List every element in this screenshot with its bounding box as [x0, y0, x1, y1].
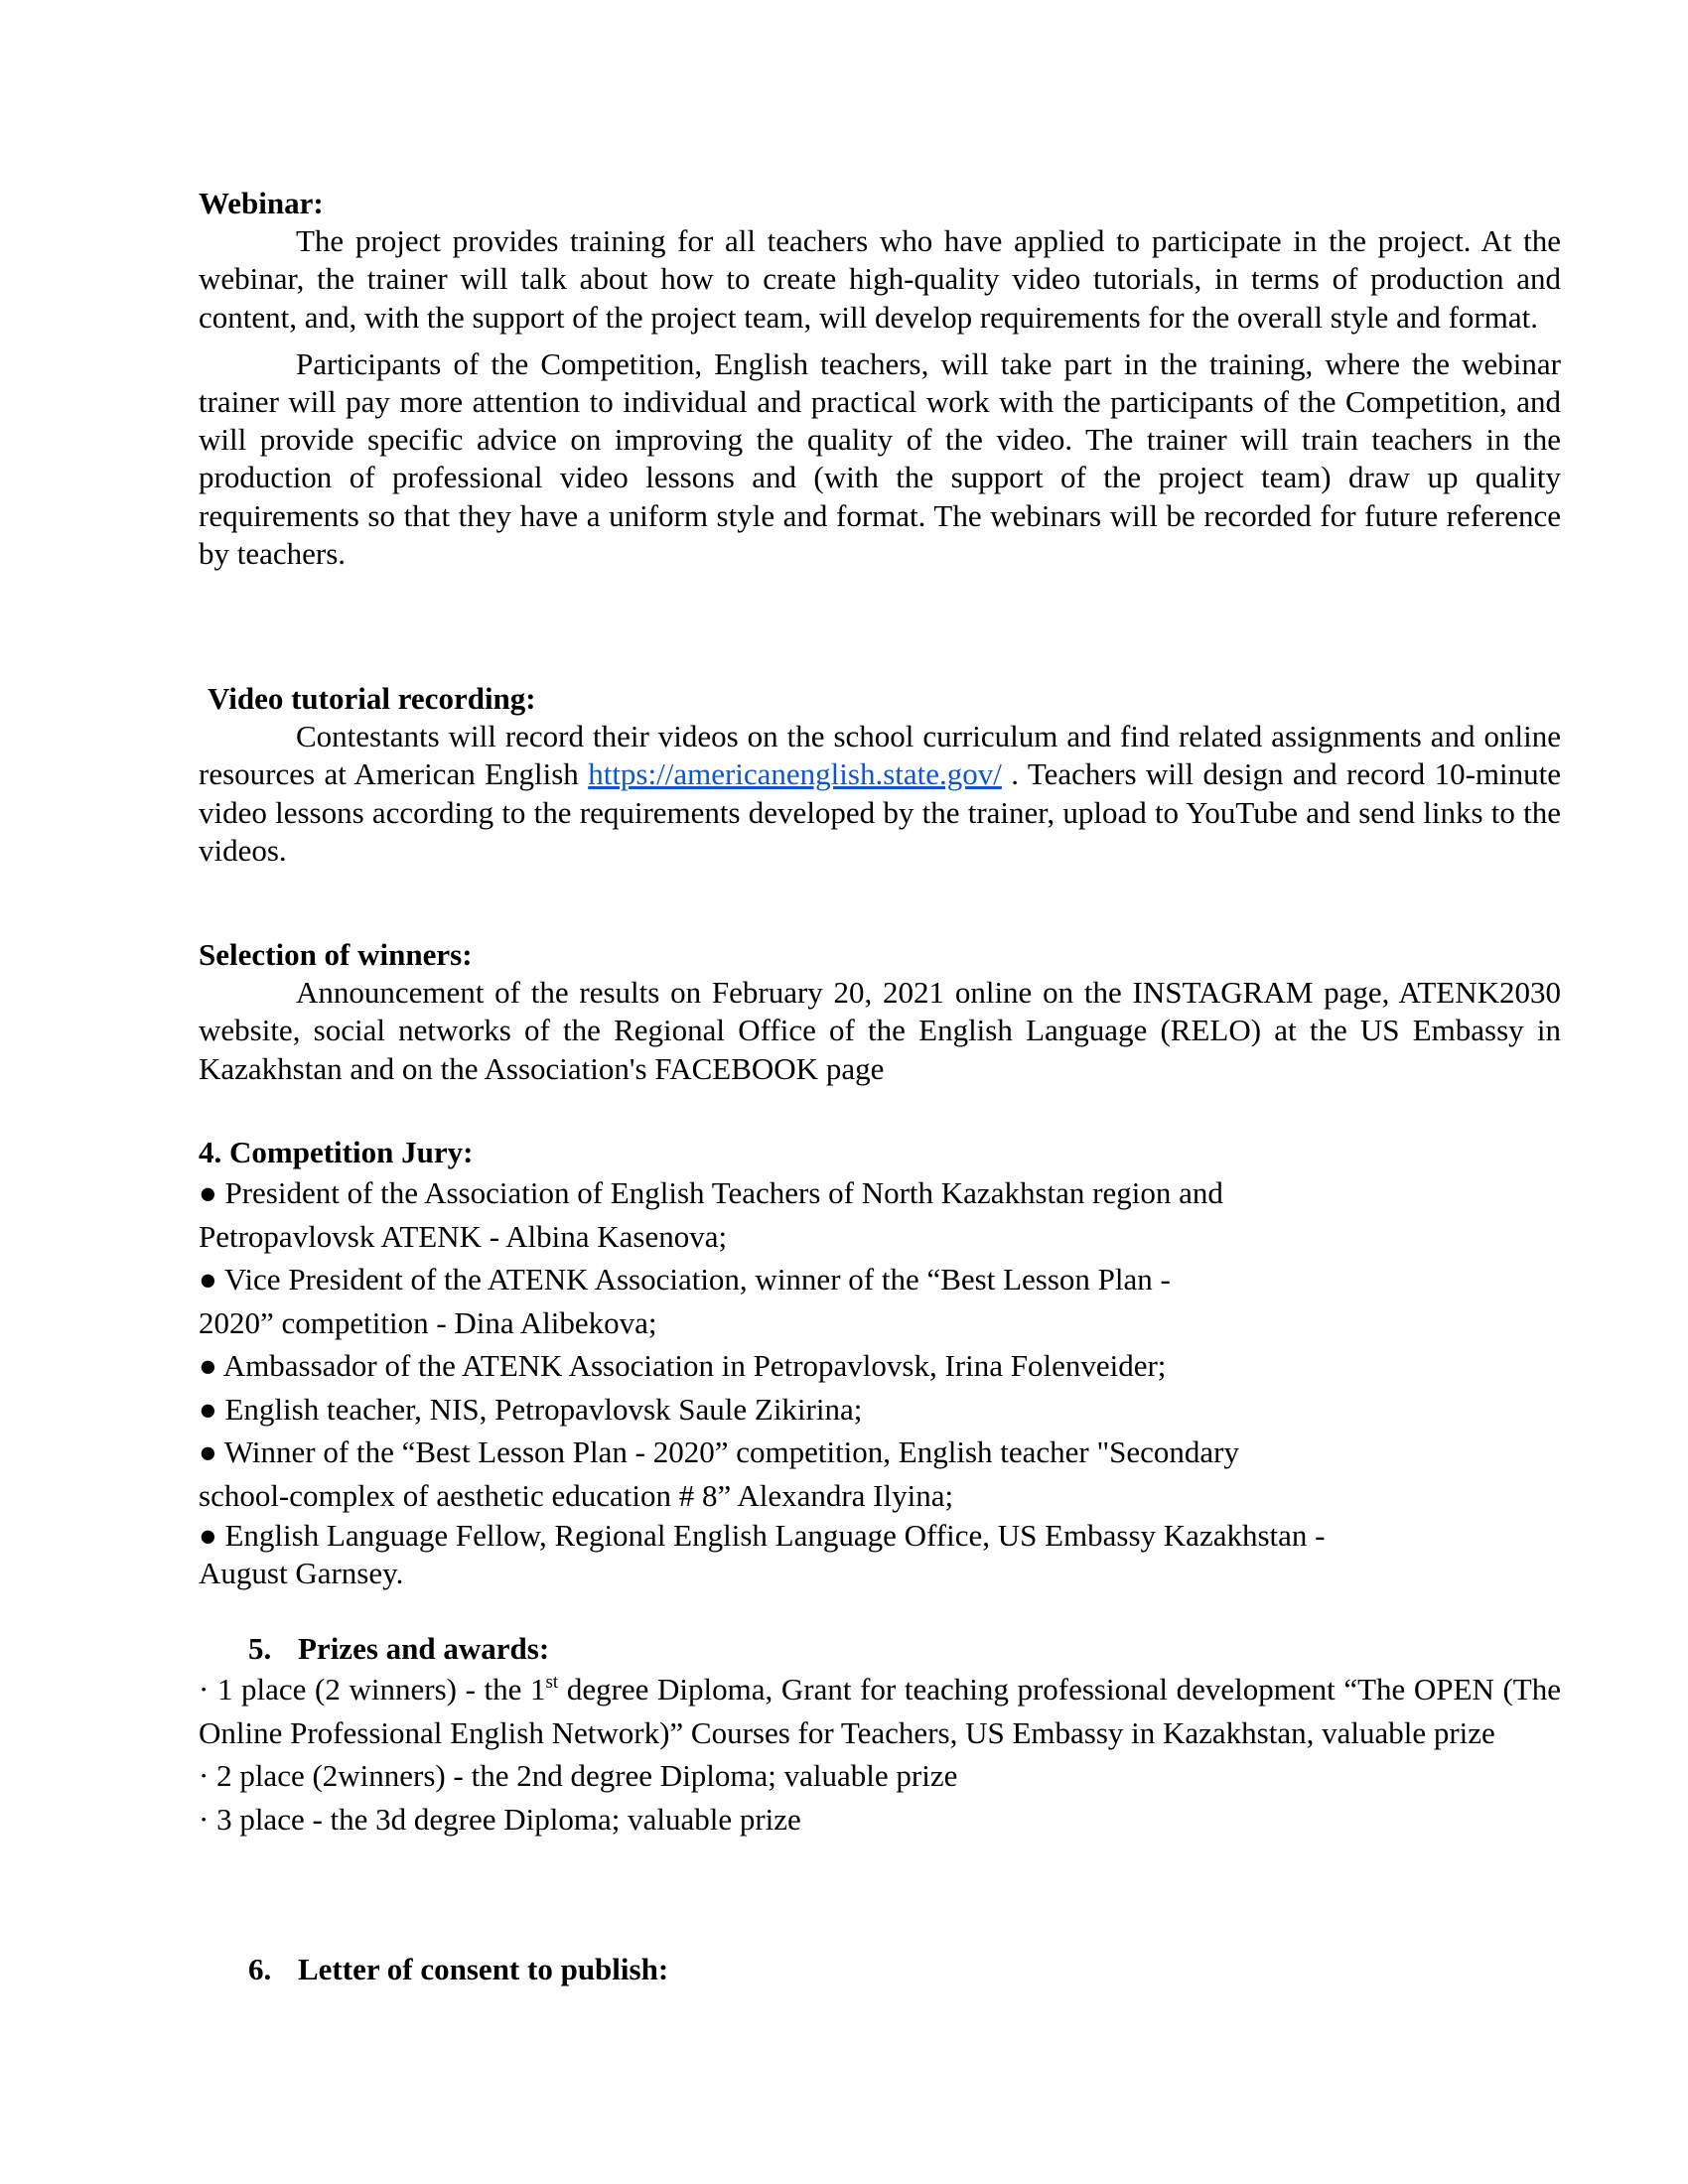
video-section — [199, 680, 1561, 870]
jury-section — [199, 1134, 1561, 1592]
selection-section — [199, 936, 1561, 1088]
prize-second-place: · 2 place (2winners) - the 2nd degree Diploma; valuable prize — [199, 1758, 958, 1794]
jury-item — [199, 1344, 1561, 1388]
jury-item-line: ● Vice President of the ATENK Association, winner of the “Best Lesson Plan - — [199, 1262, 1171, 1297]
consent-section — [199, 1951, 1561, 1988]
jury-item-line: ● President of the Association of English Teachers of North Kazakhstan region and — [199, 1175, 1223, 1211]
selection-paragraph: Announcement of the results on February 20, 2021 online on the INSTAGRAM page, ATENK2030 website, social networks of the Regional Office of the English Language (RELO) at the US Embassy in Kazakhstan and on the Association's FACEBOOK page — [199, 975, 1561, 1086]
webinar-paragraph-1: The project provides training for all teachers who have applied to participate in the project. At the webinar, the trainer will talk about how to create high-quality video tutorials, in terms of production and content, and, with the support of the project team, will develop requirements for the overall style and format. — [199, 223, 1561, 335]
jury-item-line: ● Ambassador of the ATENK Association in Petropavlovsk, Irina Folenveider; — [199, 1348, 1167, 1384]
jury-item-line: ● English Language Fellow, Regional English Language Office, US Embassy Kazakhstan - — [199, 1518, 1326, 1554]
prize-first-text-cont: degree Diploma, Grant for teaching professional development “The OPEN (The Online Professional English Network)” Courses for Teachers, US Embassy in Kazakhstan, valuable prize — [199, 1672, 1561, 1750]
selection-heading: Selection of winners: — [199, 937, 473, 972]
jury-item-line: August Garnsey. — [199, 1556, 404, 1591]
americanenglish-link[interactable]: https://americanenglish.state.gov/ — [588, 756, 1002, 792]
prizes-heading — [199, 1630, 1561, 1668]
consent-heading — [199, 1951, 1561, 1988]
jury-item-line: school-complex of aesthetic education # 8” Alexandra Ilyina; — [199, 1477, 954, 1513]
consent-heading-text: Letter of consent to publish: — [298, 1952, 669, 1986]
jury-list — [199, 1171, 1561, 1592]
webinar-heading: Webinar: — [199, 186, 324, 220]
prizes-number: 5. — [248, 1631, 272, 1666]
jury-item-line: ● Winner of the “Best Lesson Plan - 2020” competition, English teacher "Secondary — [199, 1434, 1239, 1470]
prizes-heading-text: Prizes and awards: — [298, 1631, 550, 1666]
video-paragraph — [199, 718, 1561, 870]
webinar-section — [199, 185, 1561, 573]
prize-first-place — [199, 1668, 1561, 1754]
webinar-paragraph-2: Participants of the Competition, English teachers, will take part in the training, where the webinar trainer will pay more attention to individual and practical work with the participants of the Competition, and will provide specific advice on improving the quality of the video. The trainer will train teachers in the production of professional video lessons and (with the support of the project team) draw up quality requirements so that they have a uniform style and format. The webinars will be recorded for future reference by teachers. — [199, 345, 1561, 571]
video-heading: Video tutorial recording: — [208, 681, 536, 716]
video-text-before-link: Contestants will record their videos on the school curriculum and find related assignments and online resources at American English — [199, 719, 1561, 792]
jury-item — [199, 1258, 1561, 1344]
consent-number: 6. — [248, 1952, 272, 1986]
jury-item — [199, 1171, 1561, 1258]
prize-third-place: · 3 place - the 3d degree Diploma; valuable prize — [199, 1801, 801, 1837]
prize-first-superscript: st — [545, 1672, 559, 1694]
jury-item — [199, 1517, 1561, 1592]
video-text-after-link: . Teachers will design and record 10-minute video lessons according to the requirements developed by the trainer, upload to YouTube and send links to the videos. — [199, 756, 1561, 868]
jury-item — [199, 1388, 1561, 1432]
jury-item — [199, 1431, 1561, 1517]
prize-first-text: · 1 place (2 winners) - the 1 — [199, 1672, 546, 1707]
jury-item-line: Petropavlovsk ATENK - Albina Kasenova; — [199, 1218, 728, 1254]
jury-item-line: ● English teacher, NIS, Petropavlovsk Saule Zikirina; — [199, 1391, 863, 1427]
prizes-section — [199, 1630, 1561, 1841]
jury-item-line: 2020” competition - Dina Alibekova; — [199, 1304, 657, 1340]
jury-heading: 4. Competition Jury: — [199, 1135, 474, 1169]
